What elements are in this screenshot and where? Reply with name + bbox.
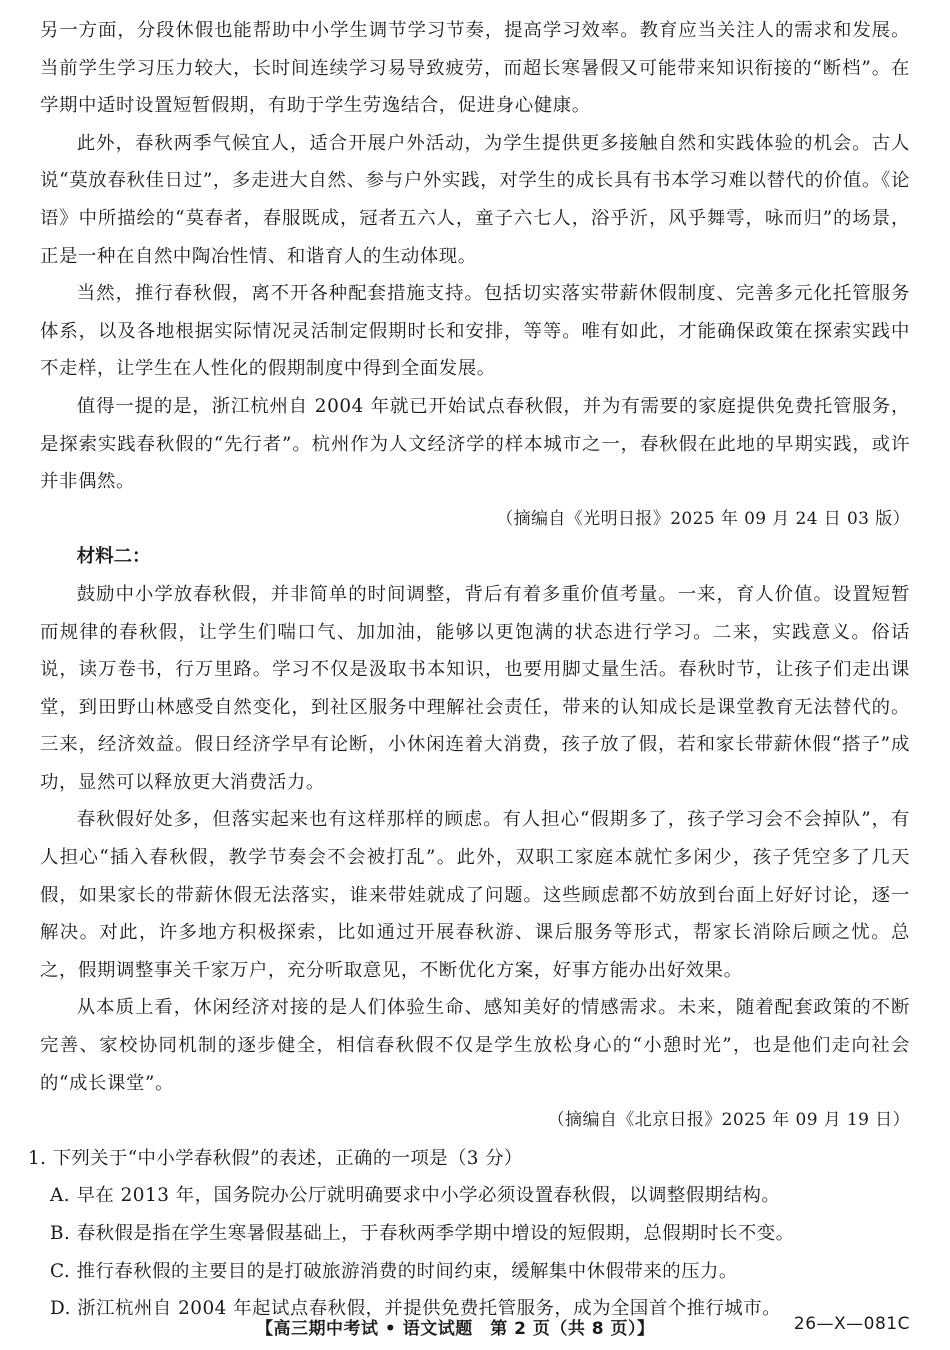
material1-source: （摘编自《光明日报》2025 年 09 月 24 日 03 版） <box>496 508 910 529</box>
material1-paragraph-4: 值得一提的是，浙江杭州自 2004 年就已开始试点春秋假，并为有需要的家庭提供免费托管服务，是探索实践春秋假的“先行者”。杭州作为人文经济学的样本城市之一，春秋假在此地的早期实践，或许并非偶然。 <box>40 395 910 493</box>
question-1-option-d: D. 浙江杭州自 2004 年起试点春秋假，并提供免费托管服务，成为全国首个推行城市。 <box>50 1298 782 1320</box>
material2-heading: 材料二： <box>76 546 151 568</box>
page-content <box>28 12 910 1328</box>
material1-paragraph-2: 此外，春秋两季气候宜人，适合开展户外活动，为学生提供更多接触自然和实践体验的机会。古人说“莫放春秋佳日过”，多走进大自然、参与户外实践，对学生的成长具有书本学习难以替代的价值。《论语》中所描绘的“莫春者，春服既成，冠者五六人，童子六七人，浴乎沂，风乎舞雩，咏而归”的场景，正是一种在自然中陶冶性情、和谐育人的生动体现。 <box>40 132 910 267</box>
material1-paragraph-1: 另一方面，分段休假也能帮助中小学生调节学习节奏，提高学习效率。教育应当关注人的需求和发展。当前学生学习压力较大，长时间连续学习易导致疲劳，而超长寒暑假又可能带来知识衔接的“断档”。在学期中适时设置短暂假期，有助于学生劳逸结合，促进身心健康。 <box>40 20 910 117</box>
material2-source: （摘编自《北京日报》2025 年 09 月 19 日） <box>547 1110 910 1131</box>
question-1-option-c: C. 推行春秋假的主要目的是打破旅游消费的时间约束，缓解集中休假带来的压力。 <box>50 1260 738 1282</box>
page-footer <box>0 1314 950 1344</box>
footer-code: 26—X—081C <box>793 1314 910 1334</box>
question-1-stem: 1. 下列关于“中小学春秋假”的表述，正确的一项是（3 分） <box>28 1147 523 1169</box>
footer-title: 【高三期中考试 • 语文试题 第 2 页（共 8 页）】 <box>256 1319 655 1339</box>
material2-paragraph-2: 春秋假好处多，但落实起来也有这样那样的顾虑。有人担心“假期多了，孩子学习会不会掉队”，有人担心“插入春秋假，教学节奏会不会被打乱”。此外，双职工家庭本就忙多闲少，孩子凭空多了几天假，如果家长的带薪休假无法落实，谁来带娃就成了问题。这些顾虑都不妨放到台面上好好讨论，逐一解决。对此，许多地方积极探索，比如通过开展春秋游、课后服务等形式，帮家长消除后顾之忧。总之，假期调整事关千家万户，充分听取意见，不断优化方案，好事方能办出好效果。 <box>40 809 910 981</box>
question-1-option-a: A. 早在 2013 年，国务院办公厅就明确要求中小学必须设置春秋假，以调整假期结构。 <box>50 1185 781 1207</box>
question-1-option-b: B. 春秋假是指在学生寒暑假基础上，于春秋两季学期中增设的短假期，总假期时长不变。 <box>50 1223 795 1244</box>
material1-paragraph-3: 当然，推行春秋假，离不开各种配套措施支持。包括切实落实带薪休假制度、完善多元化托管服务体系，以及各地根据实际情况灵活制定假期时长和安排，等等。唯有如此，才能确保政策在探索实践中不走样，让学生在人性化的假期制度中得到全面发展。 <box>40 283 910 380</box>
material2-paragraph-1: 鼓励中小学放春秋假，并非简单的时间调整，背后有着多重价值考量。一来，育人价值。设置短暂而规律的春秋假，让学生们喘口气、加加油，能够以更饱满的状态进行学习。二来，实践意义。俗话说，读万卷书，行万里路。学习不仅是汲取书本知识，也要用脚丈量生活。春秋时节，让孩子们走出课堂，到田野山林感受自然变化，到社区服务中理解社会责任，带来的认知成长是课堂教育无法替代的。三来，经济效益。假日经济学早有论断，小休闲连着大消费，孩子放了假，若和家长带薪休假“搭子”成功，显然可以释放更大消费活力。 <box>40 583 910 793</box>
material2-paragraph-3: 从本质上看，休闲经济对接的是人们体验生命、感知美好的情感需求。未来，随着配套政策的不断完善、家校协同机制的逐步健全，相信春秋假不仅是学生放松身心的“小憩时光”，也是他们走向社会的“成长课堂”。 <box>40 997 910 1094</box>
